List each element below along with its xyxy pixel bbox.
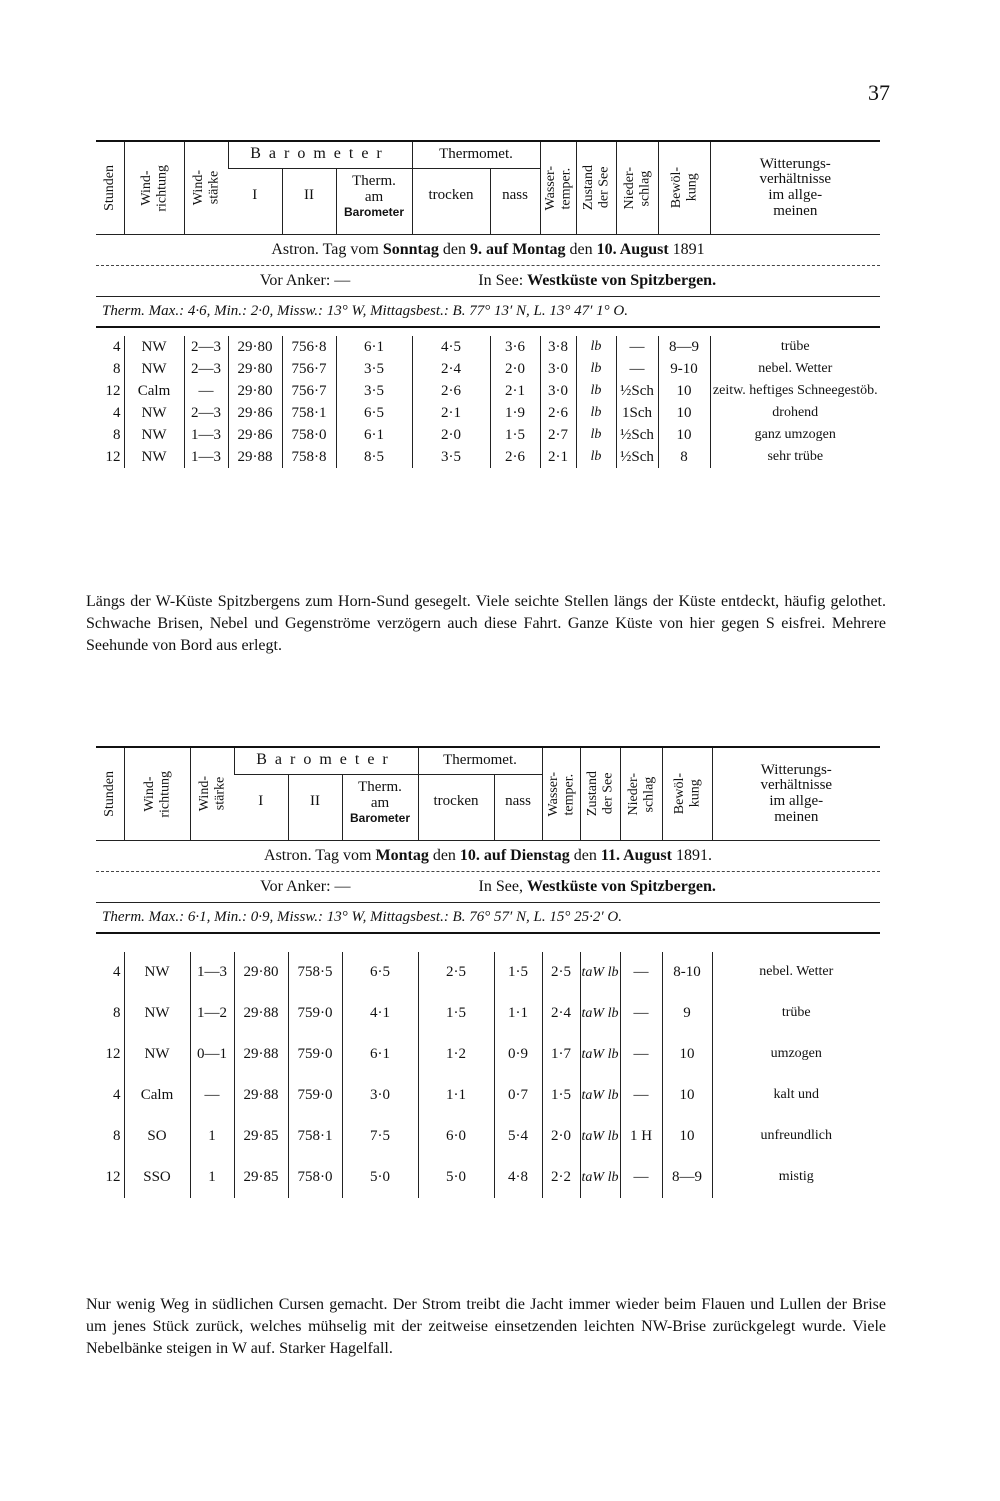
cell-zustand-see: lb bbox=[576, 402, 616, 424]
cell-trocken: 6·0 bbox=[418, 1116, 494, 1157]
cell-niederschlag: ½Sch bbox=[616, 380, 658, 402]
col-stunden: Stunden bbox=[102, 771, 118, 817]
cell-stunde: 8 bbox=[113, 1005, 121, 1021]
cell-therm-am-baro: 3·0 bbox=[342, 1075, 418, 1116]
cell-baro-i: 29·80 bbox=[234, 952, 288, 993]
cell-wassertemp: 3·0 bbox=[540, 380, 576, 402]
cell-therm-am-baro: 4·1 bbox=[342, 993, 418, 1034]
col-niederschlag: Nieder- schlag bbox=[625, 772, 657, 816]
cell-bewoelkung: 9-10 bbox=[658, 358, 710, 380]
cell-zustand-see: lb bbox=[576, 424, 616, 446]
cell-baro-ii: 756·7 bbox=[282, 380, 336, 402]
col-windrichtung: Wind- richtung bbox=[141, 770, 172, 818]
cell-zustand-see: taW lb bbox=[580, 993, 620, 1034]
table-row bbox=[96, 402, 880, 424]
table-row bbox=[96, 424, 880, 446]
cell-nass: 4·8 bbox=[494, 1157, 542, 1198]
cell-trocken: 2·5 bbox=[418, 952, 494, 993]
col-thermometer: Thermomet. bbox=[443, 751, 517, 768]
cell-therm-am-baro: 8·5 bbox=[336, 446, 412, 468]
see-label: In See, bbox=[478, 878, 523, 895]
col-bewoelkung: Bewöl- kung bbox=[671, 773, 703, 815]
anker-text: Vor Anker: — bbox=[259, 272, 351, 289]
cell-bewoelkung: 10 bbox=[662, 1034, 712, 1075]
cell-niederschlag: — bbox=[620, 993, 662, 1034]
astron-line: Astron. Tag vom Montag den 10. auf Dienstag den 11. August 1891. bbox=[96, 840, 880, 871]
col-zustand-see: Zustand der See bbox=[584, 771, 616, 817]
cell-niederschlag: 1 H bbox=[620, 1116, 662, 1157]
table-row bbox=[96, 993, 880, 1034]
cell-witterung: mistig bbox=[712, 1157, 880, 1198]
therm-summary-line: Therm. Max.: 6·1, Min.: 0·9, Missw.: 13° W, Mittagsbest.: B. 76° 57′ N, L. 15° 25·2′ O. bbox=[96, 902, 880, 934]
cell-bewoelkung: 10 bbox=[658, 402, 710, 424]
cell-baro-ii: 756·7 bbox=[282, 358, 336, 380]
cell-nass: 3·6 bbox=[490, 336, 540, 358]
cell-windstaerke: 2—3 bbox=[184, 358, 228, 380]
cell-niederschlag: ½Sch bbox=[616, 424, 658, 446]
cell-bewoelkung: 10 bbox=[658, 380, 710, 402]
therm-summary-line: Therm. Max.: 4·6, Min.: 2·0, Missw.: 13° W, Mittagsbest.: B. 77° 13′ N, L. 13° 47′ 1° O. bbox=[96, 296, 880, 328]
cell-bewoelkung: 8—9 bbox=[662, 1157, 712, 1198]
cell-stunde: 4 bbox=[113, 404, 121, 421]
col-baro-ii: II bbox=[288, 774, 342, 830]
astron-line: Astron. Tag vom Sonntag den 9. auf Montag den 10. August 1891 bbox=[96, 234, 880, 265]
col-nass: nass bbox=[494, 774, 542, 830]
cell-bewoelkung: 8-10 bbox=[662, 952, 712, 993]
col-niederschlag: Nieder- schlag bbox=[621, 166, 653, 210]
cell-wassertemp: 2·5 bbox=[542, 952, 580, 993]
cell-wassertemp: 2·0 bbox=[542, 1116, 580, 1157]
cell-witterung: zeitw. heftiges Schneegestöb. bbox=[710, 380, 880, 402]
col-barometer: Barometer bbox=[256, 751, 396, 769]
cell-niederschlag: — bbox=[620, 1075, 662, 1116]
cell-stunde: 12 bbox=[105, 382, 121, 399]
col-thermometer: Thermomet. bbox=[439, 145, 513, 162]
col-trocken: trocken bbox=[412, 168, 490, 224]
cell-baro-ii: 759·0 bbox=[288, 1075, 342, 1116]
cell-therm-am-baro: 6·5 bbox=[336, 402, 412, 424]
cell-baro-ii: 758·1 bbox=[282, 402, 336, 424]
see-location: Westküste von Spitzbergen. bbox=[526, 878, 716, 895]
cell-wassertemp: 2·4 bbox=[542, 993, 580, 1034]
cell-zustand-see: lb bbox=[576, 446, 616, 468]
cell-windrichtung: SSO bbox=[124, 1157, 190, 1198]
cell-trocken: 2·0 bbox=[412, 424, 490, 446]
narrative-paragraph-1: Längs der W-Küste Spitzbergens zum Horn-Sund gesegelt. Viele seichte Stellen längs der Küste entdeckt, häufig gelothet. Schwache Brisen, Nebel und Gegenströme verzögern auch diese Fahrt. Ganze Küste von hier gegen S eisfrei. Mehrere Seehunde von Bord aus erlegt. bbox=[86, 593, 886, 654]
cell-therm-am-baro: 7·5 bbox=[342, 1116, 418, 1157]
cell-windstaerke: — bbox=[190, 1075, 234, 1116]
cell-trocken: 1·5 bbox=[418, 993, 494, 1034]
cell-baro-i: 29·88 bbox=[228, 446, 282, 468]
cell-trocken: 1·1 bbox=[418, 1075, 494, 1116]
cell-windrichtung: NW bbox=[124, 993, 190, 1034]
col-bewoelkung: Bewöl- kung bbox=[668, 167, 700, 209]
table-row bbox=[96, 358, 880, 380]
col-stunden: Stunden bbox=[102, 165, 118, 211]
observation-table bbox=[96, 336, 880, 468]
cell-bewoelkung: 10 bbox=[658, 424, 710, 446]
table-row bbox=[96, 380, 880, 402]
cell-windrichtung: NW bbox=[124, 402, 184, 424]
cell-baro-i: 29·80 bbox=[228, 380, 282, 402]
cell-witterung: sehr trübe bbox=[710, 446, 880, 468]
cell-trocken: 2·6 bbox=[412, 380, 490, 402]
cell-windrichtung: SO bbox=[124, 1116, 190, 1157]
cell-baro-ii: 759·0 bbox=[288, 993, 342, 1034]
cell-trocken: 4·5 bbox=[412, 336, 490, 358]
table-row bbox=[96, 1034, 880, 1075]
cell-zustand-see: lb bbox=[576, 336, 616, 358]
cell-zustand-see: lb bbox=[576, 358, 616, 380]
table-row bbox=[96, 446, 880, 468]
cell-baro-i: 29·86 bbox=[228, 424, 282, 446]
cell-zustand-see: taW lb bbox=[580, 1157, 620, 1198]
cell-wassertemp: 2·1 bbox=[540, 446, 576, 468]
cell-baro-i: 29·85 bbox=[234, 1116, 288, 1157]
cell-windrichtung: NW bbox=[124, 1034, 190, 1075]
log-block-august-9-10 bbox=[96, 140, 880, 468]
cell-bewoelkung: 10 bbox=[662, 1116, 712, 1157]
location-line bbox=[96, 871, 880, 902]
cell-wassertemp: 1·5 bbox=[542, 1075, 580, 1116]
cell-windstaerke: 1—3 bbox=[190, 952, 234, 993]
col-wassertemp: Wasser- temper. bbox=[545, 771, 577, 817]
cell-windstaerke: 2—3 bbox=[184, 402, 228, 424]
cell-windstaerke: — bbox=[184, 380, 228, 402]
cell-bewoelkung: 8 bbox=[658, 446, 710, 468]
cell-zustand-see: taW lb bbox=[580, 1075, 620, 1116]
cell-nass: 2·6 bbox=[490, 446, 540, 468]
cell-baro-i: 29·88 bbox=[234, 1075, 288, 1116]
col-witterung: Witterungs- verhältnisse im allge- meinen bbox=[710, 142, 880, 234]
cell-therm-am-baro: 6·1 bbox=[342, 1034, 418, 1075]
cell-niederschlag: — bbox=[620, 952, 662, 993]
cell-nass: 0·7 bbox=[494, 1075, 542, 1116]
cell-windstaerke: 1—3 bbox=[184, 424, 228, 446]
cell-zustand-see: taW lb bbox=[580, 1116, 620, 1157]
cell-trocken: 5·0 bbox=[418, 1157, 494, 1198]
cell-baro-ii: 758·5 bbox=[288, 952, 342, 993]
col-windrichtung: Wind- richtung bbox=[138, 164, 169, 212]
see-label: In See: bbox=[478, 272, 524, 289]
cell-witterung: kalt und bbox=[712, 1075, 880, 1116]
cell-stunde: 4 bbox=[113, 1087, 121, 1103]
cell-trocken: 1·2 bbox=[418, 1034, 494, 1075]
cell-niederschlag: — bbox=[616, 336, 658, 358]
cell-baro-ii: 758·1 bbox=[288, 1116, 342, 1157]
cell-baro-ii: 758·0 bbox=[288, 1157, 342, 1198]
cell-niederschlag: ½Sch bbox=[616, 446, 658, 468]
table-row bbox=[96, 1157, 880, 1198]
cell-zustand-see: taW lb bbox=[580, 1034, 620, 1075]
cell-baro-i: 29·80 bbox=[228, 358, 282, 380]
cell-stunde: 8 bbox=[113, 360, 121, 377]
cell-niederschlag: 1Sch bbox=[616, 402, 658, 424]
cell-stunde: 8 bbox=[113, 426, 121, 443]
col-barometer: Barometer bbox=[250, 145, 390, 163]
cell-witterung: ganz umzogen bbox=[710, 424, 880, 446]
col-witterung: Witterungs- verhältnisse im allge- meinen bbox=[712, 748, 880, 840]
cell-wassertemp: 2·6 bbox=[540, 402, 576, 424]
cell-baro-ii: 759·0 bbox=[288, 1034, 342, 1075]
observation-table bbox=[96, 952, 880, 1198]
cell-nass: 1·5 bbox=[490, 424, 540, 446]
table-row bbox=[96, 952, 880, 993]
see-location: Westküste von Spitzbergen. bbox=[527, 272, 717, 289]
cell-wassertemp: 3·8 bbox=[540, 336, 576, 358]
narrative-paragraph-2: Nur wenig Weg in südlichen Cursen gemacht. Der Strom treibt die Jacht immer wieder beim Flauen und Lullen der Brise um jenes Stück zurück, welches mühselig mit der zeitweise einsetzenden leichten NW-Brise zurückgelegt wurde. Viele Nebelbänke steigen in W auf. Starker Hagelfall. bbox=[86, 1296, 886, 1357]
cell-therm-am-baro: 6·5 bbox=[342, 952, 418, 993]
cell-therm-am-baro: 3·5 bbox=[336, 380, 412, 402]
cell-stunde: 4 bbox=[113, 964, 121, 980]
cell-stunde: 12 bbox=[105, 448, 121, 465]
cell-windrichtung: NW bbox=[124, 952, 190, 993]
cell-wassertemp: 1·7 bbox=[542, 1034, 580, 1075]
cell-windrichtung: Calm bbox=[124, 1075, 190, 1116]
cell-niederschlag: — bbox=[620, 1034, 662, 1075]
cell-baro-i: 29·80 bbox=[228, 336, 282, 358]
col-wassertemp: Wasser- temper. bbox=[542, 165, 574, 211]
cell-trocken: 2·1 bbox=[412, 402, 490, 424]
cell-baro-ii: 758·0 bbox=[282, 424, 336, 446]
cell-nass: 1·5 bbox=[494, 952, 542, 993]
anker-text: Vor Anker: — bbox=[260, 878, 351, 895]
cell-trocken: 2·4 bbox=[412, 358, 490, 380]
col-therm-am-baro: Therm. am Barometer bbox=[336, 168, 412, 224]
cell-nass: 2·1 bbox=[490, 380, 540, 402]
col-trocken: trocken bbox=[418, 774, 494, 830]
col-baro-i: I bbox=[258, 793, 264, 810]
cell-windstaerke: 1—3 bbox=[184, 446, 228, 468]
table-row bbox=[96, 1075, 880, 1116]
col-windstaerke: Wind- stärke bbox=[190, 170, 221, 206]
cell-trocken: 3·5 bbox=[412, 446, 490, 468]
cell-therm-am-baro: 5·0 bbox=[342, 1157, 418, 1198]
cell-windstaerke: 1 bbox=[190, 1157, 234, 1198]
page-number: 37 bbox=[868, 80, 890, 105]
cell-witterung: trübe bbox=[712, 993, 880, 1034]
cell-baro-ii: 756·8 bbox=[282, 336, 336, 358]
cell-baro-i: 29·88 bbox=[234, 1034, 288, 1075]
cell-bewoelkung: 8—9 bbox=[658, 336, 710, 358]
col-therm-am-baro: Therm. am Barometer bbox=[342, 774, 418, 830]
cell-baro-i: 29·86 bbox=[228, 402, 282, 424]
table-row bbox=[96, 336, 880, 358]
cell-stunde: 12 bbox=[105, 1169, 121, 1185]
cell-therm-am-baro: 6·1 bbox=[336, 336, 412, 358]
col-nass: nass bbox=[490, 168, 540, 224]
col-zustand-see: Zustand der See bbox=[580, 165, 612, 211]
cell-windrichtung: NW bbox=[124, 336, 184, 358]
log-block-august-10-11 bbox=[96, 746, 880, 1198]
cell-stunde: 12 bbox=[105, 1046, 121, 1062]
cell-niederschlag: — bbox=[620, 1157, 662, 1198]
cell-bewoelkung: 9 bbox=[662, 993, 712, 1034]
cell-windstaerke: 1—2 bbox=[190, 993, 234, 1034]
cell-wassertemp: 3·0 bbox=[540, 358, 576, 380]
cell-baro-i: 29·85 bbox=[234, 1157, 288, 1198]
table-row bbox=[96, 1116, 880, 1157]
cell-zustand-see: lb bbox=[576, 380, 616, 402]
cell-witterung: umzogen bbox=[712, 1034, 880, 1075]
cell-stunde: 4 bbox=[113, 338, 121, 355]
cell-stunde: 8 bbox=[113, 1128, 121, 1144]
cell-windrichtung: Calm bbox=[124, 380, 184, 402]
col-baro-ii: II bbox=[282, 168, 336, 224]
table-header bbox=[96, 748, 880, 840]
cell-baro-i: 29·88 bbox=[234, 993, 288, 1034]
cell-windrichtung: NW bbox=[124, 424, 184, 446]
location-line bbox=[96, 265, 880, 296]
cell-wassertemp: 2·2 bbox=[542, 1157, 580, 1198]
cell-therm-am-baro: 6·1 bbox=[336, 424, 412, 446]
cell-zustand-see: taW lb bbox=[580, 952, 620, 993]
cell-windrichtung: NW bbox=[124, 446, 184, 468]
cell-windstaerke: 2—3 bbox=[184, 336, 228, 358]
cell-nass: 0·9 bbox=[494, 1034, 542, 1075]
col-windstaerke: Wind- stärke bbox=[196, 776, 227, 812]
cell-baro-ii: 758·8 bbox=[282, 446, 336, 468]
cell-witterung: nebel. Wetter bbox=[710, 358, 880, 380]
col-baro-i: I bbox=[252, 187, 258, 204]
cell-witterung: drohend bbox=[710, 402, 880, 424]
cell-nass: 1·1 bbox=[494, 993, 542, 1034]
cell-wassertemp: 2·7 bbox=[540, 424, 576, 446]
cell-windrichtung: NW bbox=[124, 358, 184, 380]
cell-witterung: unfreundlich bbox=[712, 1116, 880, 1157]
cell-therm-am-baro: 3·5 bbox=[336, 358, 412, 380]
table-header bbox=[96, 142, 880, 234]
cell-windstaerke: 1 bbox=[190, 1116, 234, 1157]
cell-witterung: trübe bbox=[710, 336, 880, 358]
cell-witterung: nebel. Wetter bbox=[712, 952, 880, 993]
cell-niederschlag: — bbox=[616, 358, 658, 380]
cell-windstaerke: 0—1 bbox=[190, 1034, 234, 1075]
cell-nass: 2·0 bbox=[490, 358, 540, 380]
cell-bewoelkung: 10 bbox=[662, 1075, 712, 1116]
cell-nass: 5·4 bbox=[494, 1116, 542, 1157]
cell-nass: 1·9 bbox=[490, 402, 540, 424]
